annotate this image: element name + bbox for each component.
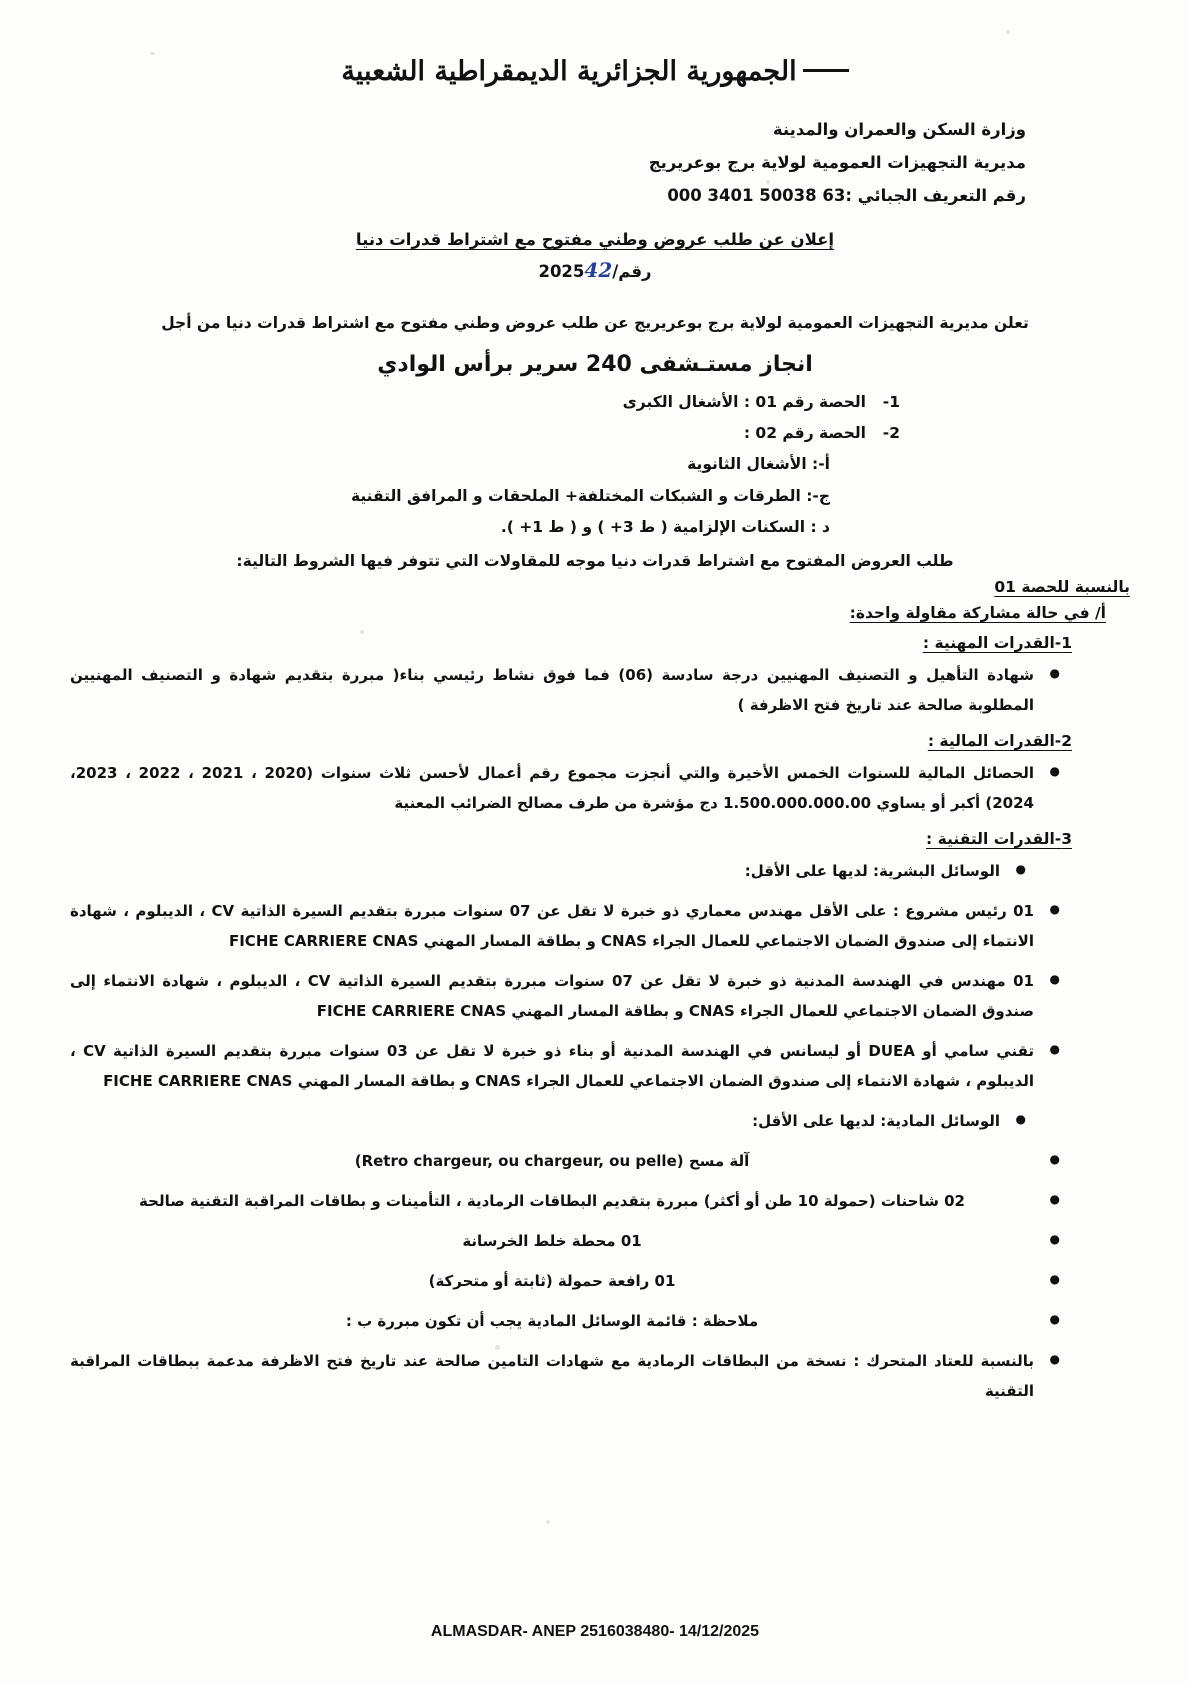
document-footer: ALMASDAR- ANEP 2516038480- 14/12/2025	[430, 1623, 760, 1640]
ministry-name: وزارة السكن والعمران والمدينة	[772, 120, 1026, 139]
list-item: ● تقني سامي أو DUEA أو ليسانس في الهندسة المدنية أو بناء ذو خبرة لا تقل عن 03 سنوات مبررة بتقديم السيرة الذاتية CV ، الديبلوم ، شهادة الانتماء إلى صندوق الضمان الاجتماعي للعمال الجراء CNAS و بطاقة المسار المهني FICHE CARRIERE CNAS	[60, 1036, 1130, 1096]
lot1-heading: بالنسبة للحصة 01	[994, 578, 1130, 597]
list-item: ● شهادة التأهيل و التصنيف المهنيين درجة سادسة (06) فما فوق نشاط رئيسي بناء( مبررة بتقديم شهادة و التصنيف المهنيين المطلوبة صالحة عند تاريخ فتح الاظرفة )	[60, 660, 1130, 720]
announcement-title-text: إعلان عن طلب عروض وطني مفتوح مع اشتراط قدرات دنيا	[355, 230, 835, 249]
professional-capacity-list	[60, 660, 1130, 720]
list-item: ● ملاحظة : قائمة الوسائل المادية يجب أن تكون مبررة ب :	[60, 1306, 1130, 1336]
directorate-name: مديرية التجهيزات العمومية لولاية برج بوعريريج	[648, 153, 1026, 172]
list-item: ● 01 رئيس مشروع : على الأقل مهندس معماري ذو خبرة لا تقل عن 07 سنوات مبررة بتقديم السيرة الذاتية CV ، الديبلوم ، شهادة الانتماء إلى صندوق الضمان الاجتماعي للعمال الجراء CNAS و بطاقة المسار المهني FICHE CARRIERE CNAS	[60, 896, 1130, 956]
lot2-subline: ج-: الطرقات و الشبكات المختلفة+ الملحقات و المرافق التقنية	[350, 486, 830, 505]
announcement-number	[60, 258, 1130, 282]
ministry-block	[60, 113, 1026, 212]
lot-label: الحصة رقم 01 : الأشغال الكبرى	[622, 392, 866, 411]
material-resources-heading: ● الوسائل المادية: لديها على الأقل:	[60, 1106, 1130, 1136]
professional-capacity-heading: 1-القدرات المهنية :	[922, 634, 1072, 653]
lot-label: الحصة رقم 02 :	[743, 423, 866, 442]
scan-speck	[546, 1520, 550, 1524]
lot-item	[60, 387, 1130, 418]
human-resources-heading: ● الوسائل البشرية: لديها على الأقل:	[60, 856, 1130, 886]
list-item: ● آلة مسح (Retro chargeur, ou chargeur, ou pelle)	[60, 1146, 1130, 1176]
project-title: انجاز مستـشفى 240 سرير برأس الوادي	[377, 351, 813, 377]
lot2-subline: د : السكنات الإلزامية ( ط 3+ ) و ( ط 1+ ).	[500, 518, 830, 537]
republic-header-text: الجمهورية الجزائرية الديمقراطية الشعبية	[341, 56, 797, 87]
technical-capacity-list	[60, 856, 1130, 1406]
lot-number: 1-	[882, 392, 900, 411]
republic-header	[60, 56, 1130, 87]
conditions-line: طلب العروض المفتوح مع اشتراط قدرات دنيا موجه للمقاولات التي تتوفر فيها الشروط التالية:	[236, 552, 954, 571]
lot2-subline: أ-: الأشغال الثانوية	[687, 454, 830, 473]
announcement-number-handwritten: 42	[584, 258, 613, 282]
list-item: ● 02 شاحنات (حمولة 10 طن أو أكثر) مبررة بتقديم البطاقات الرمادية ، التأمينات و بطاقات المراقبة التقنية صالحة	[60, 1186, 1130, 1216]
tax-identification-number: رقم التعريف الجبائي :63 50038 3401 000	[667, 186, 1026, 205]
list-item: ● الحصائل المالية للسنوات الخمس الأخيرة والتي أنجزت مجموع رقم أعمال لأحسن ثلاث سنوات (2020 ، 2021 ، 2022 ، 2023، 2024) أكبر أو يساوي 1.500.000.000.00 دج مؤشرة من طرف مصالح الضرائب المعنية	[60, 758, 1130, 818]
lot-item	[60, 418, 1130, 449]
lot2-sublines	[60, 449, 1130, 544]
header-underline-dash	[803, 69, 849, 72]
list-item: ● 01 رافعة حمولة (ثابتة أو متحركة)	[60, 1266, 1130, 1296]
announcement-number-label: رقم/2025	[538, 262, 652, 281]
intro-paragraph: تعلن مديرية التجهيزات العمومية لولاية برج بوعريريج عن طلب عروض وطني مفتوح مع اشتراط قدرات دنيا من أجل	[161, 314, 1029, 332]
announcement-title	[60, 230, 1130, 249]
list-item: ● بالنسبة للعتاد المتحرك : نسخة من البطاقات الرمادية مع شهادات التامين صالحة عند تاريخ فتح الاظرفة مدعمة ببطاقات المراقبة التقنية	[60, 1346, 1130, 1406]
lots-list	[60, 387, 1130, 449]
financial-capacity-heading: 2-القدرات المالية :	[927, 732, 1072, 751]
lot-number: 2-	[882, 423, 900, 442]
technical-capacity-heading: 3-القدرات التقنية :	[926, 830, 1072, 849]
list-item: ● 01 محطة خلط الخرسانة	[60, 1226, 1130, 1256]
single-contractor-case: أ/ في حالة مشاركة مقاولة واحدة:	[849, 604, 1106, 623]
list-item: ● 01 مهندس في الهندسة المدنية ذو خبرة لا تقل عن 07 سنوات مبررة بتقديم السيرة الذاتية CV ، الديبلوم ، شهادة الانتماء إلى صندوق الضمان الاجتماعي للعمال الجراء CNAS و بطاقة المسار المهني FICHE CARRIERE CNAS	[60, 966, 1130, 1026]
financial-capacity-list	[60, 758, 1130, 818]
